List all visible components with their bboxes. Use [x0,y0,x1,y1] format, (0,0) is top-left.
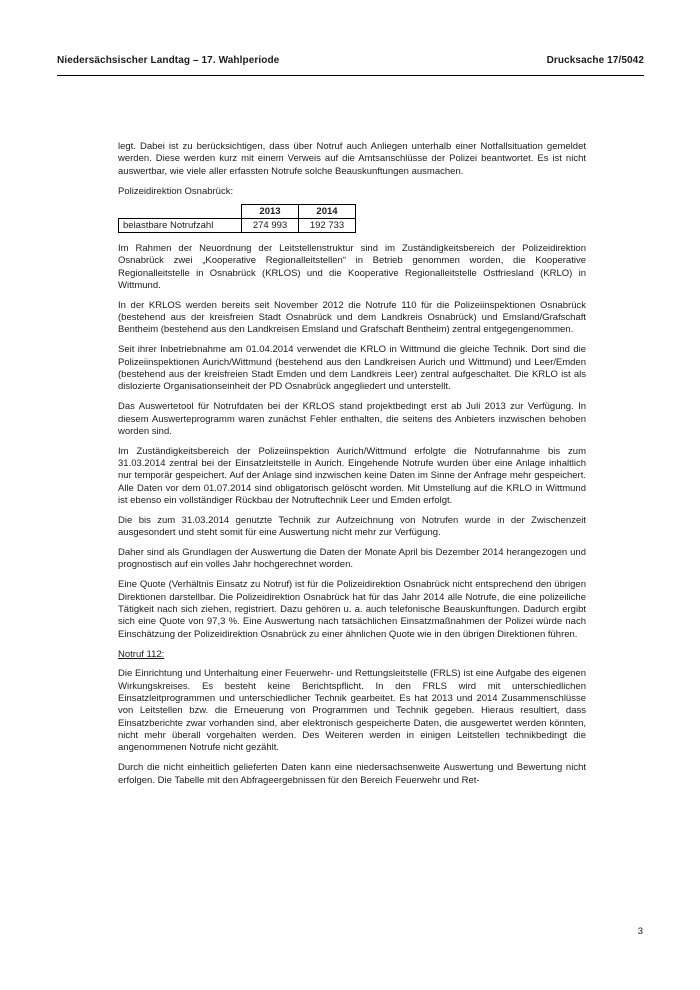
header-rule [57,75,644,76]
paragraph-11: Durch die nicht einheitlich gelieferten Daten kann eine niedersachsenweite Auswertung und Bewertung nicht erfolgen. Die Tabelle mit den Abfrageergebnissen für den Bereich Feuerwehr und Ret- [118,762,586,786]
table-label: Polizeidirektion Osnabrück: [118,185,234,197]
table-col-2013: 2013 [242,204,299,218]
notruf-table [118,204,356,233]
paragraph-4: Seit ihrer Inbetriebnahme am 01.04.2014 verwendet die KRLO in Wittmund die gleiche Technik. Dort sind die Polizeiinspektionen Aurich/Wittmund (bestehend aus den Landkreisen Aurich und Wittmund) und Leer/Emden (bestehend aus der kreisfreien Stadt Emden und dem Landkreis Leer) zentral aufgeschaltet. Die KRLO ist als dislozierte Organisationseinheit der PD Osnabrück angegliedert und unterstellt. [118,344,586,393]
table-col-2014: 2014 [299,204,356,218]
table-empty-cell [119,204,242,218]
header-right-title: Drucksache 17/5042 [546,55,644,66]
paragraph-3: In der KRLOS werden bereits seit November 2012 die Notrufe 110 für die Polizeiinspektionen Osnabrück (bestehend aus der kreisfreien Stadt Osnabrück und dem Landkreis Osnabrück) und Emsland/Grafschaft Bentheim (bestehend aus den Landkreisen Emsland und Grafschaft Bentheim) zentral entgegengenommen. [118,299,586,336]
paragraph-1: legt. Dabei ist zu berücksichtigen, dass über Notruf auch Anliegen unterhalb einer Notfallsituation gemeldet werden. Diese werden kurz mit einem Verweis auf die Amtsanschlüsse der Polizei beantwortet. Es ist nicht auswertbar, wie viele aller erfassten Notrufe solche Beauskunftungen ausmachen. [118,141,586,177]
table-value-2013: 274 993 [242,218,299,232]
page-header [57,55,644,66]
paragraph-8: Daher sind als Grundlagen der Auswertung die Daten der Monate April bis Dezember 2014 herangezogen und prognostisch auf ein volles Jahr hochgerechnet worden. [118,547,586,571]
table-row-label: belastbare Notrufzahl [119,218,242,232]
header-left-title: Niedersächsischer Landtag – 17. Wahlperiode [57,55,280,66]
page-number: 3 [637,926,643,937]
table-row [119,218,356,232]
paragraph-2: Im Rahmen der Neuordnung der Leitstellenstruktur sind im Zuständigkeitsbereich der Polizeidirektion Osnabrück zwei „Kooperative Regionalleitstellen“ in Betrieb genommen worden, die Kooperative Regionalleitstelle in Osnabrück (KRLOS) und die Kooperative Regionalleitstelle Ostfriesland (KRLO) in Wittmund. [118,242,586,291]
paragraph-5: Das Auswertetool für Notrufdaten bei der KRLOS stand projektbedingt erst ab Juli 2013 zur Verfügung. In diesem Auswerteprogramm waren zunächst Fehler enthalten, die seitens des Anbieters inzwischen behoben worden sind. [118,401,586,437]
paragraph-6: Im Zuständigkeitsbereich der Polizeiinspektion Aurich/Wittmund erfolgte die Notrufannahme bis zum 31.03.2014 zentral bei der Einsatzleitstelle in Aurich. Eingehende Notrufe wurden über eine Anlage inhaltlich nur temporär gespeichert. Auf der Anlage sind inzwischen keine Daten im Sinne der Anfrage mehr gespeichert. Alle Daten vor dem 01.07.2014 sind obligatorisch gelöscht worden. Mit Umstellung auf die KRLO in Wittmund ist ebenso ein vollständiger Rückbau der Notruftechnik Leer und Emden erfolgt. [118,445,586,507]
paragraph-7: Die bis zum 31.03.2014 genutzte Technik zur Aufzeichnung von Notrufen wurde in der Zwischenzeit ausgesondert und steht somit für eine Auswertung nicht mehr zur Verfügung. [118,514,586,539]
section-heading-notruf-112: Notruf 112: [118,648,165,660]
table-header-row [119,204,356,218]
paragraph-10: Die Einrichtung und Unterhaltung einer Feuerwehr- und Rettungsleitstelle (FRLS) ist eine Aufgabe des eigenen Wirkungskreises. Es besteht keine Berichtspflicht. In den FRLS wird mit unterschiedlichen Einsatzleitprogrammen und unterschiedlicher Technik gearbeitet. Es hat 2013 und 2014 Zusammenschlüsse von Leitstellen bzw. die Erneuerung von Programmen und Technik gegeben. Hieraus resultiert, dass Einsatzberichte zwar vorhanden sind, aber elektronisch gespeicherte Daten, die ausgewertet werden könnten, nicht mehr überall vorgehalten werden. Des Weiteren werden in einigen Leitstellen technikbedingt die angenommenen Notrufe nicht gezählt. [118,668,586,754]
paragraph-9: Eine Quote (Verhältnis Einsatz zu Notruf) ist für die Polizeidirektion Osnabrück nicht entsprechend den übrigen Direktionen darstellbar. Die Polizeidirektion Osnabrück hat für das Jahr 2014 alle Notrufe, die eine polizeiliche Tätigkeit nach sich ziehen, registriert. Dazu gehören u. a. auch telefonische Beauskunftungen. Dadurch ergibt sich eine Quote von 97,3 %. Eine Auswertung nach tatsächlichen Einsatzmaßnahmen der Polizei würde nach Einschätzung der Polizeidirektion Osnabrück zu einer ähnlichen Quote wie in den übrigen Direktionen führen. [118,579,586,640]
document-body [118,141,586,794]
table-value-2014: 192 733 [299,218,356,232]
